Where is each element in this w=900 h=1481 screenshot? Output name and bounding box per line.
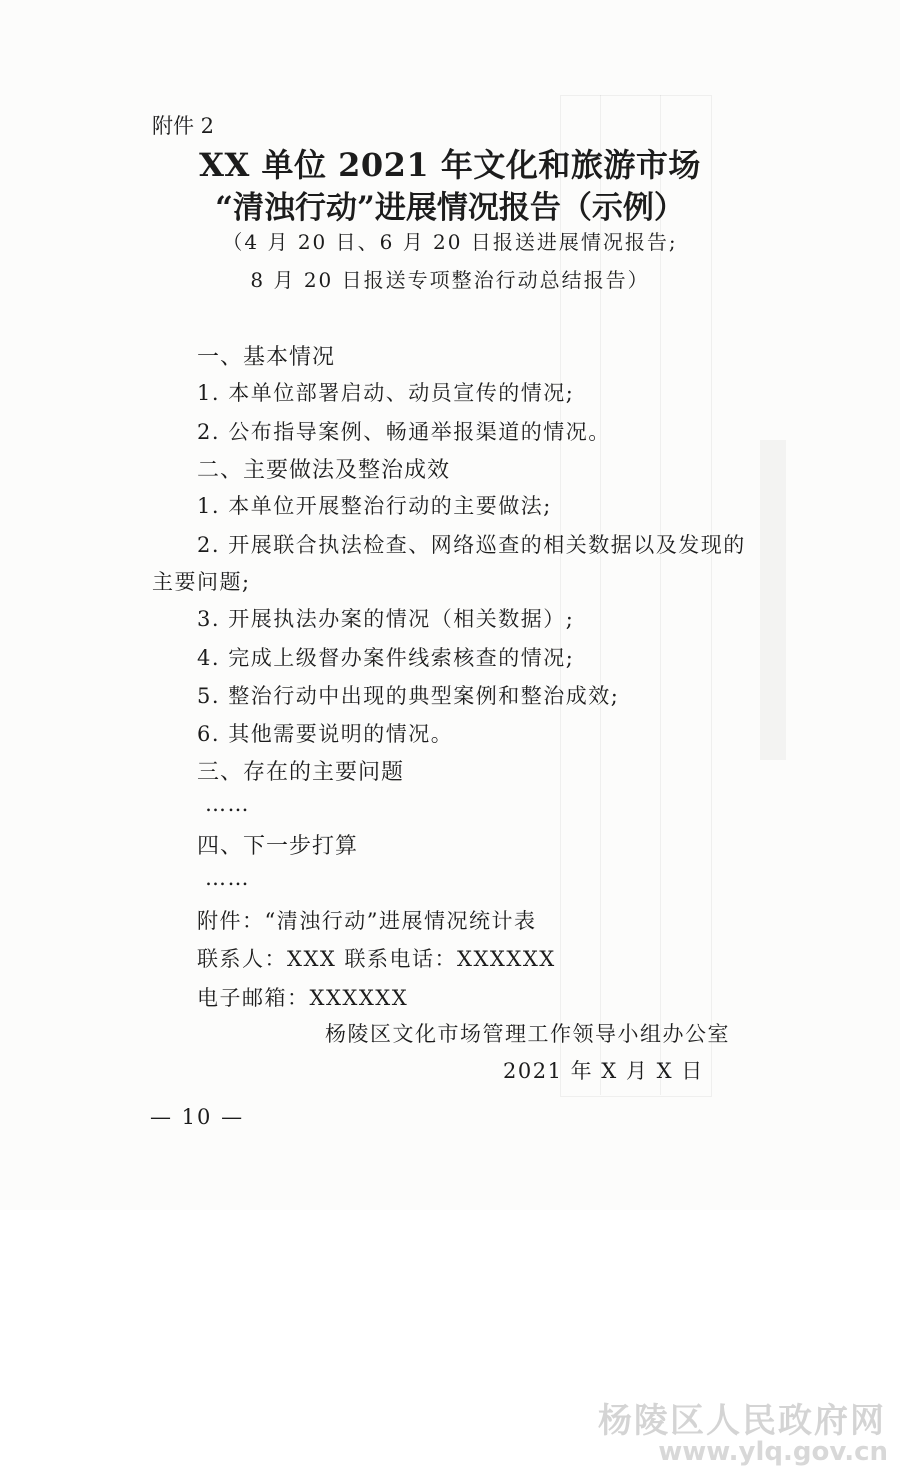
- appendix-note: 附件：“清浊行动”进展情况统计表: [197, 909, 537, 933]
- signature-organization: 杨陵区文化市场管理工作领导小组办公室: [325, 1022, 730, 1046]
- list-item: 6. 其他需要说明的情况。: [197, 722, 454, 746]
- list-item: 2. 公布指导案例、畅通举报渠道的情况。: [197, 420, 611, 444]
- ellipsis-placeholder: ……: [205, 866, 250, 890]
- list-item: 1. 本单位开展整治行动的主要做法;: [197, 494, 552, 518]
- reverse-side-text-shadow: [760, 440, 786, 760]
- section-heading-main-problems: 三、存在的主要问题: [197, 760, 405, 785]
- document-title-line-2: “清浊行动”进展情况报告（示例）: [215, 190, 685, 226]
- attachment-label: 附件 2: [152, 114, 215, 138]
- section-heading-main-practices: 二、主要做法及整治成效: [197, 458, 451, 483]
- section-heading-next-steps: 四、下一步打算: [197, 834, 359, 859]
- list-item: 3. 开展执法办案的情况（相关数据）;: [197, 607, 575, 631]
- section-heading-basic-situation: 一、基本情况: [197, 345, 336, 370]
- contact-line: 联系人：XXX 联系电话：XXXXXX: [197, 947, 556, 971]
- document-title-line-1: XX 单位 2021 年文化和旅游市场: [199, 146, 701, 184]
- ellipsis-placeholder: ……: [205, 792, 250, 816]
- watermark-url: www.ylq.gov.cn: [658, 1437, 888, 1467]
- list-item-continuation: 主要问题;: [152, 570, 251, 594]
- list-item: 2. 开展联合执法检查、网络巡查的相关数据以及发现的: [197, 533, 746, 557]
- list-item: 4. 完成上级督办案件线索核查的情况;: [197, 646, 575, 670]
- watermark-site-name: 杨陵区人民政府网: [598, 1401, 886, 1441]
- email-line: 电子邮箱：XXXXXX: [197, 986, 409, 1010]
- signature-date: 2021 年 X 月 X 日: [503, 1059, 704, 1083]
- document-subtitle-line-2: 8 月 20 日报送专项整治行动总结报告）: [250, 268, 650, 292]
- document-subtitle-line-1: （4 月 20 日、6 月 20 日报送进展情况报告;: [222, 230, 678, 254]
- list-item: 1. 本单位部署启动、动员宣传的情况;: [197, 381, 575, 405]
- page-number: — 10 —: [150, 1105, 245, 1129]
- list-item: 5. 整治行动中出现的典型案例和整治成效;: [197, 684, 620, 708]
